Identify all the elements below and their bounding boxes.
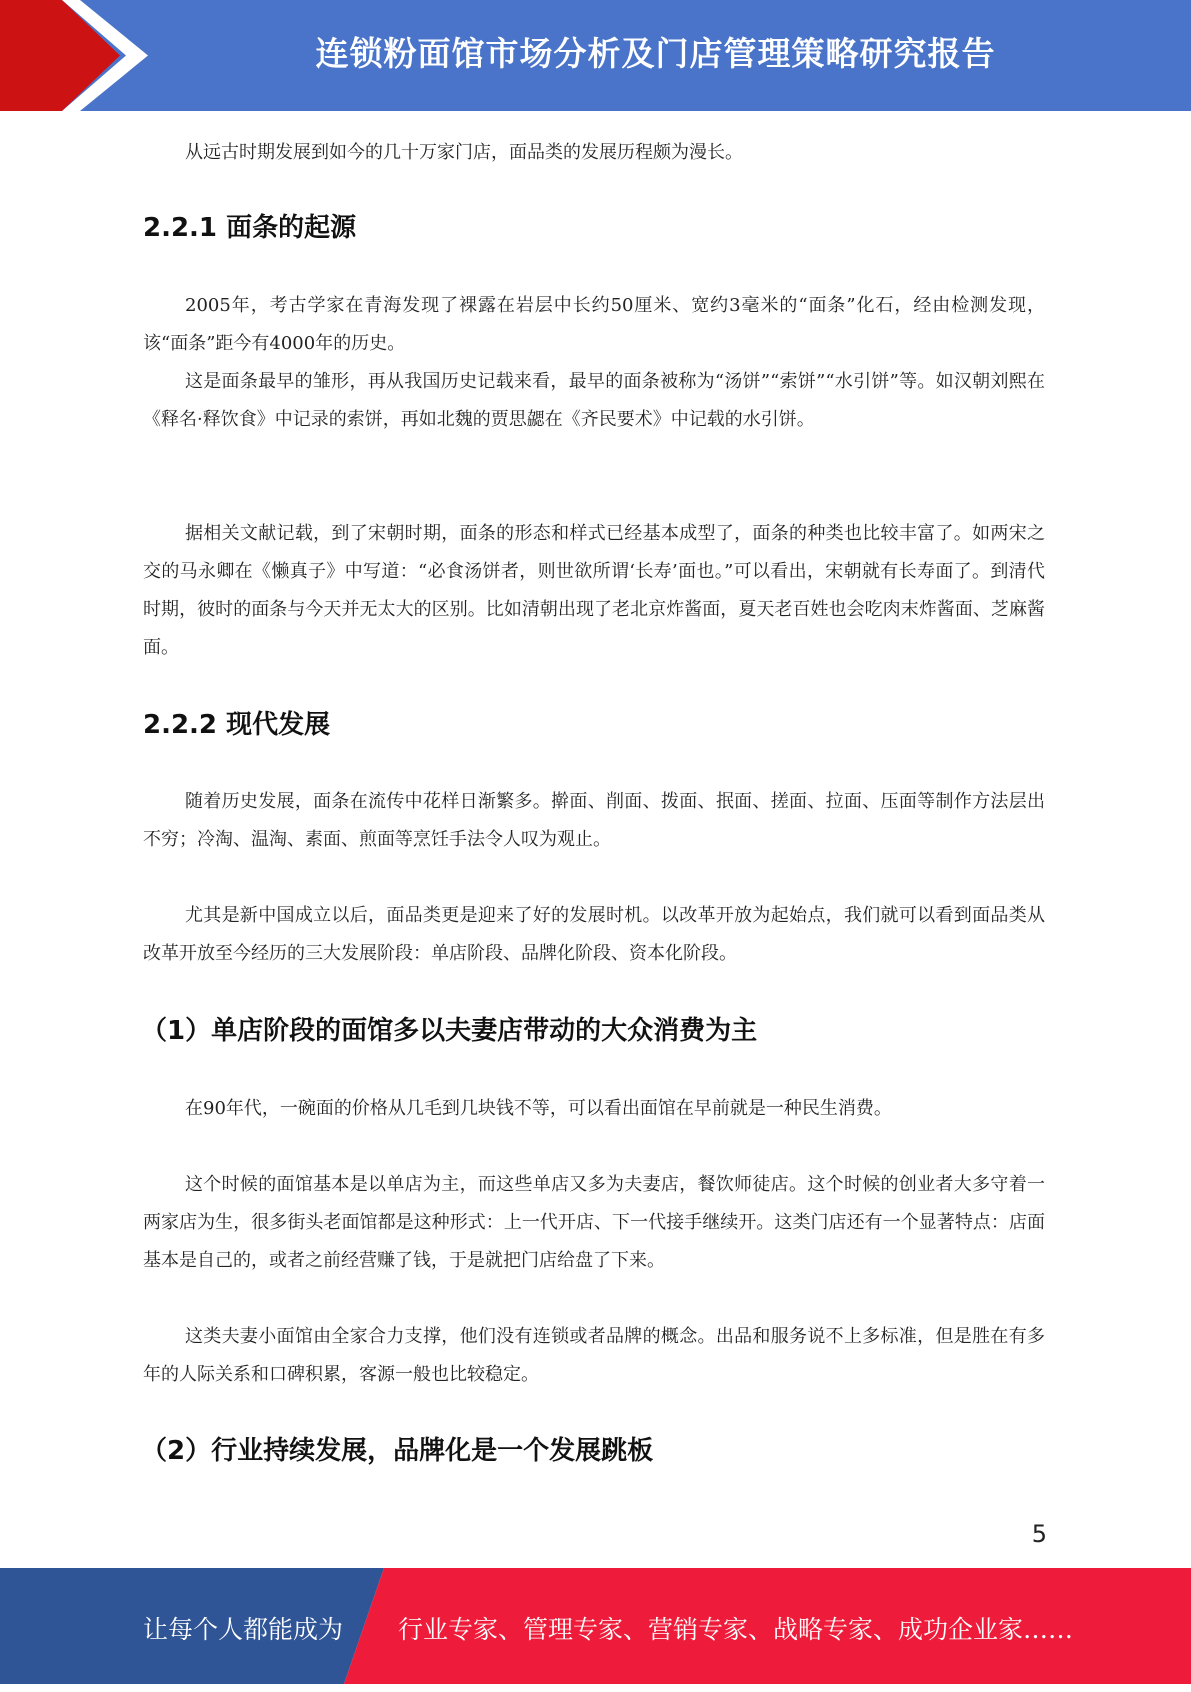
stage1-paragraph-2: 这个时候的面馆基本是以单店为主，而这些单店又多为夫妻店，餐饮师徒店。这个时候的创业者大多守着一两家店为生，很多街头老面馆都是这种形式：上一代开店、下一代接手继续开。这类门店还有一个显著特点：店面基本是自己的，或者之前经营赚了钱，于是就把门店给盘了下来。 bbox=[143, 1174, 1045, 1271]
footer-slogan-right: 行业专家、管理专家、营销专家、战略专家、成功企业家…… bbox=[398, 1615, 1074, 1644]
stage1-heading: （1）单店阶段的面馆多以夫妻店带动的大众消费为主 bbox=[141, 1016, 758, 1046]
stage1-paragraph-3: 这类夫妻小面馆由全家合力支撑，他们没有连锁或者品牌的概念。出品和服务说不上多标准，但是胜在有多年的人际关系和口碑积累，客源一般也比较稳定。 bbox=[143, 1326, 1045, 1385]
page-number: 5 bbox=[1031, 1520, 1047, 1548]
origin-paragraph-3: 据相关文献记载，到了宋朝时期，面条的形态和样式已经基本成型了，面条的种类也比较丰富了。如两宋之交的马永卿在《懒真子》中写道：“必食汤饼者，则世欲所谓‘长寿’面也。”可以看出，宋朝就有长寿面了。到清代时期，彼时的面条与今天并无太大的区别。比如清朝出现了老北京炸酱面，夏天老百姓也会吃肉末炸酱面、芝麻酱面。 bbox=[143, 523, 1045, 658]
page-header bbox=[0, 0, 1191, 111]
stage2-heading: （2）行业持续发展，品牌化是一个发展跳板 bbox=[141, 1436, 654, 1466]
section-heading-origin: 2.2.1 面条的起源 bbox=[143, 213, 357, 243]
modern-paragraph-1: 随着历史发展，面条在流传中花样日渐繁多。擀面、削面、拨面、抿面、搓面、拉面、压面等制作方法层出不穷；冷淘、温淘、素面、煎面等烹饪手法令人叹为观止。 bbox=[143, 791, 1045, 850]
origin-paragraph-1: 2005年，考古学家在青海发现了裸露在岩层中长约50厘米、宽约3毫米的“面条”化石，经由检测发现，该“面条”距今有4000年的历史。 bbox=[143, 295, 1045, 354]
intro-paragraph: 从远古时期发展到如今的几十万家门店，面品类的发展历程颇为漫长。 bbox=[185, 142, 743, 163]
modern-paragraph-2: 尤其是新中国成立以后，面品类更是迎来了好的发展时机。以改革开放为起始点，我们就可以看到面品类从改革开放至今经历的三大发展阶段：单店阶段、品牌化阶段、资本化阶段。 bbox=[143, 905, 1045, 964]
header-arrow-decoration bbox=[0, 0, 160, 111]
footer-slogan-left: 让每个人都能成为 bbox=[143, 1615, 344, 1644]
page-footer bbox=[0, 1568, 1191, 1684]
stage1-paragraph-1: 在90年代，一碗面的价格从几毛到几块钱不等，可以看出面馆在早前就是一种民生消费。 bbox=[185, 1098, 892, 1119]
origin-paragraph-2: 这是面条最早的雏形，再从我国历史记载来看，最早的面条被称为“汤饼”“索饼”“水引饼”等。如汉朝刘熙在《释名·释饮食》中记录的索饼，再如北魏的贾思勰在《齐民要术》中记载的水引饼。 bbox=[143, 371, 1045, 430]
section-heading-modern: 2.2.2 现代发展 bbox=[143, 710, 331, 740]
report-title: 连锁粉面馆市场分析及门店管理策略研究报告 bbox=[315, 34, 996, 73]
